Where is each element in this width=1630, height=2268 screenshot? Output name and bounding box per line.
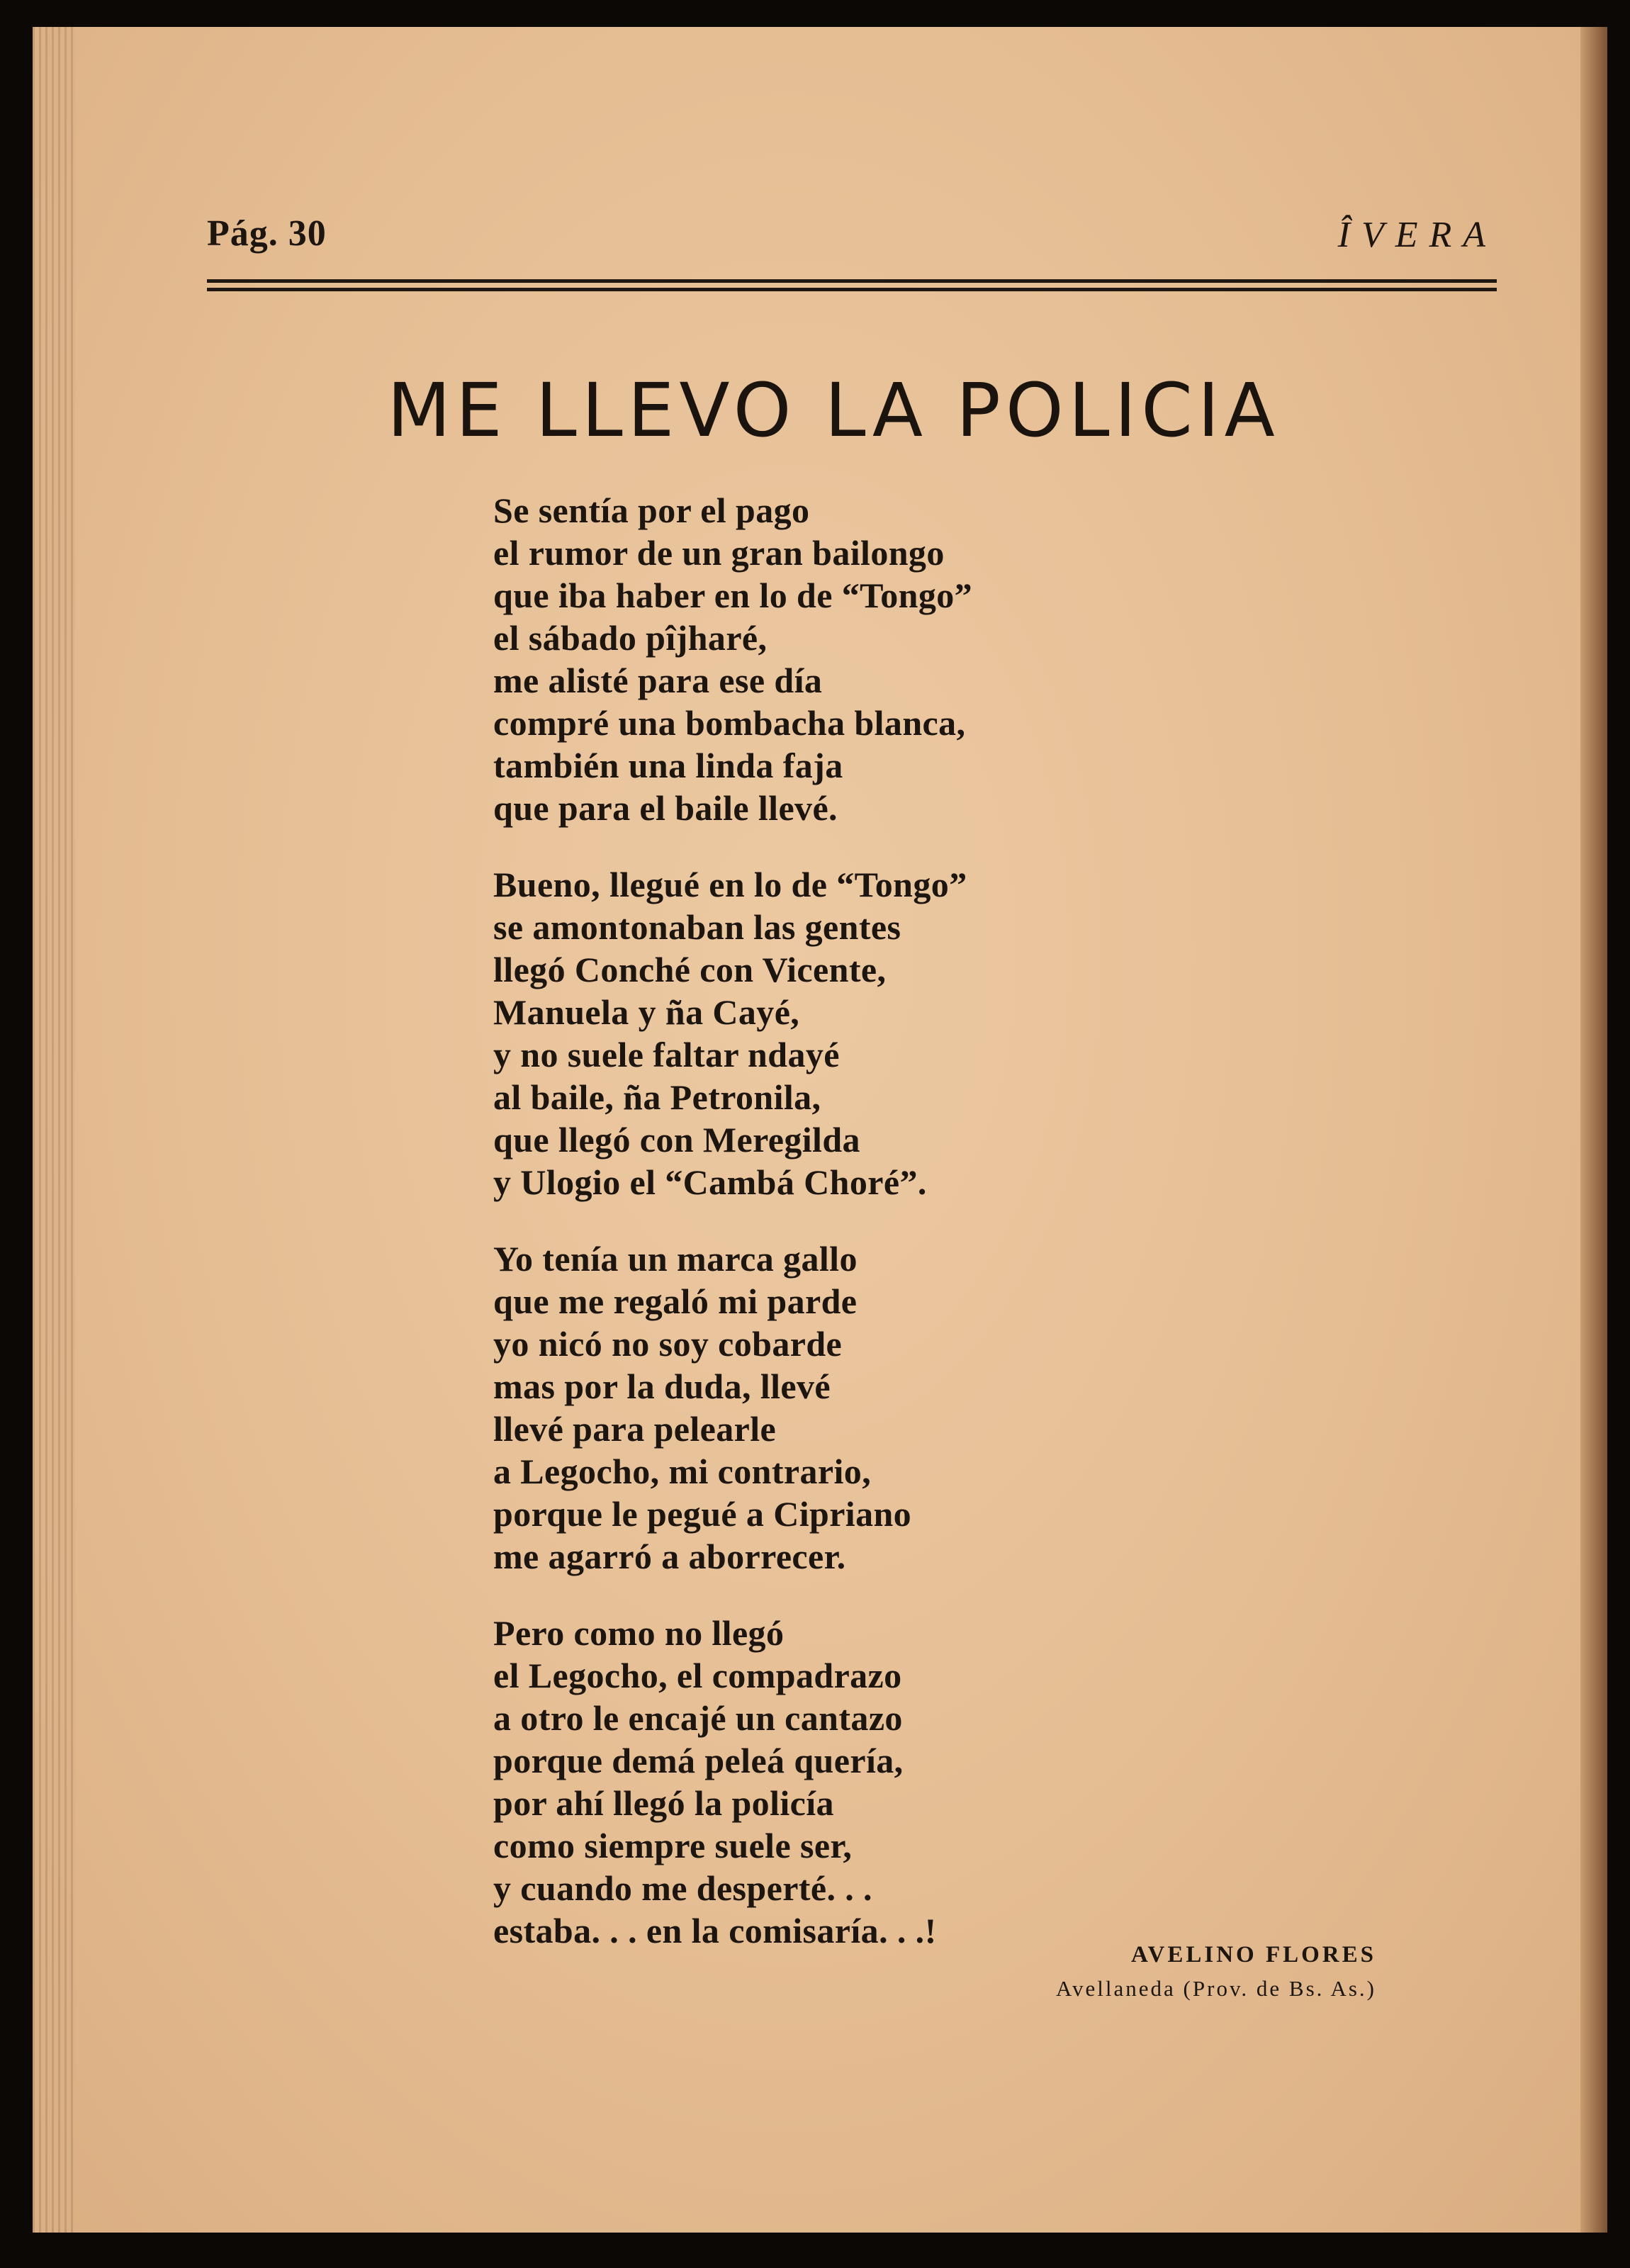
poem-line: porque demá peleá quería, bbox=[493, 1741, 904, 1780]
poem-line: el rumor de un gran bailongo bbox=[493, 533, 945, 573]
magazine-page bbox=[33, 27, 1607, 2233]
journal-name: ÎVERA bbox=[1337, 215, 1497, 255]
poem-line: porque le pegué a Cipriano bbox=[493, 1494, 912, 1534]
poem-line: también una linda faja bbox=[493, 746, 843, 785]
poem-line: llevé para pelearle bbox=[493, 1409, 777, 1449]
poem-line: llegó Conché con Vicente, bbox=[493, 950, 887, 989]
page-header bbox=[207, 213, 1497, 276]
poem-line: y Ulogio el “Cambá Choré”. bbox=[493, 1162, 927, 1202]
poem-line: mas por la duda, llevé bbox=[493, 1366, 831, 1406]
poem-line: el sábado pîjharé, bbox=[493, 618, 768, 658]
poem-line: se amontonaban las gentes bbox=[493, 907, 901, 947]
poem-body bbox=[493, 489, 1330, 1986]
poem-line: compré una bombacha blanca, bbox=[493, 703, 966, 743]
stanza bbox=[493, 489, 1330, 829]
poem-line: que iba haber en lo de “Tongo” bbox=[493, 576, 973, 615]
poem-line: que me regaló mi parde bbox=[493, 1281, 858, 1321]
poem-line: Bueno, llegué en lo de “Tongo” bbox=[493, 865, 967, 904]
page-edges bbox=[33, 27, 75, 2233]
poem-line: el Legocho, el compadrazo bbox=[493, 1656, 902, 1695]
poem-line: Pero como no llegó bbox=[493, 1613, 785, 1653]
binding-edge bbox=[1580, 27, 1607, 2233]
poem-line: me agarró a aborrecer. bbox=[493, 1537, 846, 1576]
stanza bbox=[493, 863, 1330, 1203]
poem-line: me alisté para ese día bbox=[493, 661, 823, 700]
poem-line: y cuando me desperté. . . bbox=[493, 1868, 872, 1908]
poem-line: Manuela y ña Cayé, bbox=[493, 992, 800, 1032]
author-place: Avellaneda (Prov. de Bs. As.) bbox=[1055, 1976, 1376, 2001]
poem-line: yo nicó no soy cobarde bbox=[493, 1324, 843, 1364]
stanza bbox=[493, 1237, 1330, 1578]
header-rule-bottom bbox=[207, 288, 1497, 291]
header-rule-top bbox=[207, 279, 1497, 283]
poem-line: Yo tenía un marca gallo bbox=[493, 1239, 858, 1279]
poem-line: Se sentía por el pago bbox=[493, 490, 810, 530]
poem-line: que para el baile llevé. bbox=[493, 788, 838, 828]
poem-line: estaba. . . en la comisaría. . .! bbox=[493, 1911, 937, 1950]
stanza bbox=[493, 1612, 1330, 1952]
poem-line: como siempre suele ser, bbox=[493, 1826, 853, 1865]
poem-line: al baile, ña Petronila, bbox=[493, 1077, 821, 1117]
poem-line: a Legocho, mi contrario, bbox=[493, 1452, 872, 1491]
page-number: Pág. 30 bbox=[207, 213, 327, 254]
poem-title: ME LLEVO LA POLICIA bbox=[387, 367, 1280, 454]
poem-line: y no suele faltar ndayé bbox=[493, 1035, 840, 1074]
poem-line: a otro le encajé un cantazo bbox=[493, 1698, 903, 1738]
author-name: AVELINO FLORES bbox=[1130, 1942, 1376, 1967]
poem-line: por ahí llegó la policía bbox=[493, 1783, 834, 1823]
poem-line: que llegó con Meregilda bbox=[493, 1120, 860, 1160]
